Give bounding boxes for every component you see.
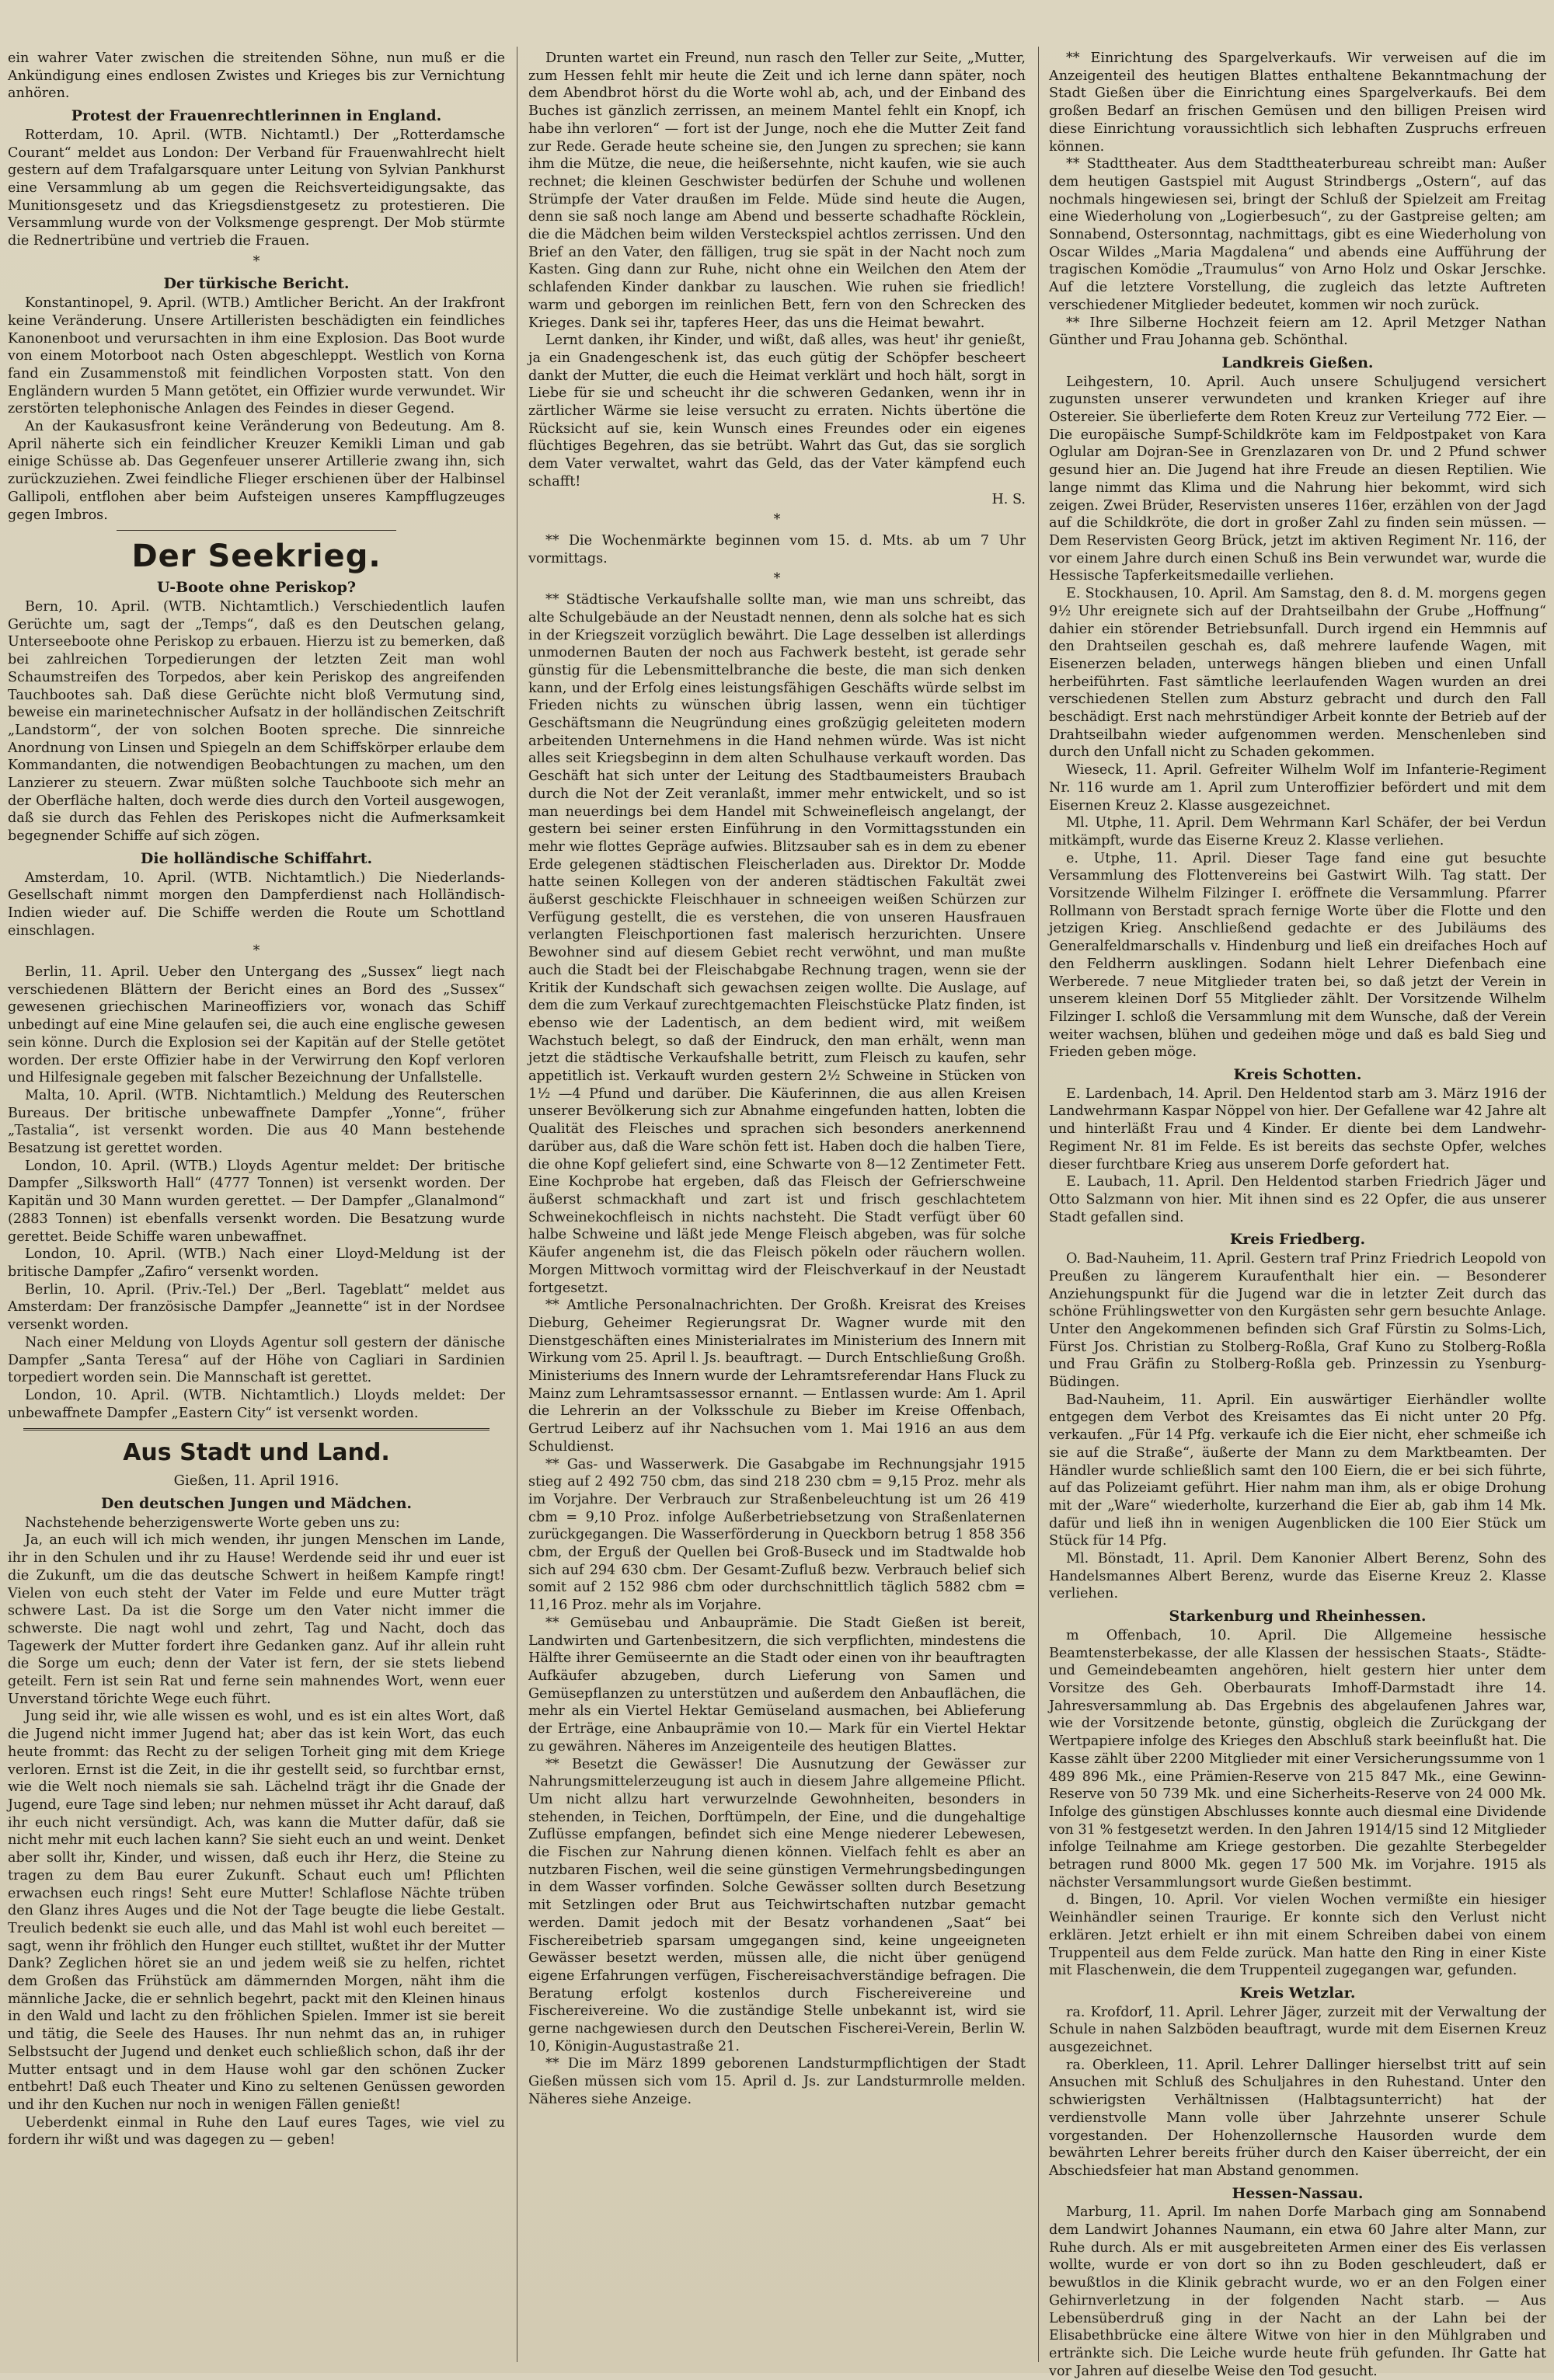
article-paragraph: ** Besetzt die Gewässer! Die Ausnutzung der Gewässer zur Nahrungsmittelerzeugung ist auch in diesem Jahre allgemeine Pflicht. Um nicht allzu hart verwurzelnde Gewohnheiten, besonders in stehenden, in Teichen, Dorftümpeln, der Eine, und die dungehaltige Zuflüsse empfangen, befindet sich eine Menge niederer Lebewesen, die Fischen zur Nahrung dienen können. Vielfach fehlt es aber an nutzbaren Fischen, weil die seine günstigen Vermehrungsbedingungen in dem Wasser vorfinden. Solche Gewässer sollten durch Besetzung mit Setzlingen oder Brut aus Teichwirtschaften nutzbar gemacht werden. Damit jedoch mit der Besatz vorhandenen „Saat“ bei Fischereibetrieb sparsam umgegangen sind, keine ungeeigneten Gewässer besetzt werden, müssen alle, die nicht über genügend eigene Erfahrungen verfügen, Fischereisachverständige befragen. Die Beratung erfolgt kostenlos durch Fischereivereine und Fischereivereine. Wo die zuständige Stelle unbekannt ist, wird sie gerne nachgewiesen durch den Deutschen Fischerei-Verein, Berlin W. 10, Königin-Augustastraße 21. (528, 1756, 1026, 2054)
column-3 (1049, 50, 1546, 2379)
article-paragraph: Nach einer Meldung von Lloyds Agentur soll gestern der dänische Dampfer „Santa Teresa“ auf der Höhe von Cagliari in Sardinien torpediert worden sein. Die Mannschaft ist gerettet. (8, 1334, 505, 1386)
article-paragraph: d. Bingen, 10. April. Vor vielen Wochen vermißte ein hiesiger Weinhändler seinen Traurige. Er konnte sich den Verlust nicht erklären. Jetzt erhielt er ihn mit einem Schreiben dabei von einem Truppenteil aus dem Felde zurück. Man hatte den Ring in einer Kiste mit Flaschenwein, die dem Truppenteil zugegangen war, gefunden. (1049, 1892, 1546, 1979)
article-paragraph: Nachstehende beherzigenswerte Worte geben uns zu: (25, 1514, 400, 1531)
column-2 (528, 50, 1026, 2361)
divider-line (117, 530, 396, 531)
column-1 (8, 50, 505, 2361)
section-heading: Landkreis Gießen. (1221, 354, 1374, 371)
author-signature: H. S. (991, 491, 1026, 507)
article-paragraph: Drunten wartet ein Freund, nun rasch den Teller zur Seite, „Mutter, zum Hessen fehlt mir heute die Zeit und ich lerne dann später, noch dem Abendbrot hörst du die Worte wohl ab, ach, und der Einband des Buches ist gänzlich zerrissen, an meinem Mantel fehlt ein Knopf, ich habe ihn verloren“ — fort ist der Junge, noch ehe die Mutter Zeit fand zur Rede. Gerade heute scheine sie, den Jungen zu sprechen; sie kann ihm die Mütze, die neue, die heißersehnte, nicht kaufen, wie sie auch rechnet; die kleinen Geschwister bedürfen der Schuhe und wollenen Strümpfe der Vater draußen im Felde. Müde sind heute die Augen, denn sie saß noch lange am Abend und besserte schadhafte Röcklein, die die Mädchen beim wilden Versteckspiel achtlos zerrissen. Und den Brief an den Vater, den fälligen, trug sie spät in der Nacht noch zum Kasten. Ging dann zur Ruhe, nicht ohne ein Weilchen den Atem der schlafenden Kinder dankbar zu lauschen. Wie ruhen sie friedlich! warm und geborgen im reinlichen Bett, fern von den Schrecken des Krieges. Dank sei ihr, tapferes Heer, das uns die Heimat bewahrt. (528, 51, 1026, 331)
article-paragraph: E. Laubach, 11. April. Den Heldentod starben Friedrich Jäger und Otto Salzmann von hier. Mit ihnen sind es 22 Opfer, die aus unserer Stadt gefallen sind. (1049, 1174, 1546, 1225)
section-heading: Kreis Friedberg. (1229, 1231, 1366, 1249)
article-paragraph: Ueberdenkt einmal in Ruhe den Lauf eures Tages, wie viel zu fordern ihr wißt und was dagegen zu — geben! (8, 2114, 505, 2148)
article-paragraph: Berlin, 10. April. (Priv.-Tel.) Der „Berl. Tageblatt“ meldet aus Amsterdam: Der französische Dampfer „Jeannette“ ist in der Nordsee versenkt worden. (8, 1281, 505, 1333)
column-divider (1038, 47, 1039, 2362)
article-paragraph: Konstantinopel, 9. April. (WTB.) Amtlicher Bericht. An der Irakfront keine Veränderung. Unsere Artilleristen beschädigten ein feindliches Kanonenboot und verursachten in ihm eine Explosion. Das Boot wurde von einem Motorboot nach Osten abgeschleppt. Westlich von Korna fand ein Zusammenstoß mit feindlichen Vorposten statt. Von den Engländern wurden 5 Mann getötet, ein Offizier wurde verwundet. Wir zerstörten telephonische Anlagen des Feindes in dieser Gegend. (8, 295, 505, 417)
article-paragraph: O. Bad-Nauheim, 11. April. Gestern traf Prinz Friedrich Leopold von Preußen zu längerem Kuraufenthalt hier ein. — Besonderer Anziehungspunkt für die Jugend war die in letzter Zeit durch das schöne Frühlingswetter von den Kurgästen sehr gern besuchte Anlage. Unter den Angekommenen befinden sich Graf Fürstin zu Solms-Lich, Fürst Jos. Christian zu Stolberg-Roßla, Graf Kuno zu Stolberg-Roßla und Frau Gräfin zu Stolberg-Roßla geb. Prinzessin zu Ysenburg-Büdingen. (1049, 1251, 1546, 1391)
article-paragraph: E. Stockhausen, 10. April. Am Samstag, den 8. d. M. morgens gegen 9½ Uhr ereignete sich auf der Drahtseilbahn der Grube „Hoffnung“ dahier ein störender Betriebsunfall. Durch irgend ein Hemmnis auf den Drahtseilen geschah es, daß mehrere laufende Wagen, mit Eisenerzen beladen, unterwegs hängen blieben und einen Unfall herbeiführten. Fast sämtliche leerlaufenden Wagen wurden an drei verschiedenen Stellen zum Absturz gebracht und durch den Fall beschädigt. Erst nach mehrstündiger Arbeit konnte der Betrieb auf der Drahtseilbahn wieder aufgenommen werden. Menschenleben sind durch den Unfall nicht zu Schaden gekommen. (1049, 586, 1546, 761)
article-paragraph: Berlin, 11. April. Ueber den Untergang des „Sussex“ liegt nach verschiedenen Blättern der Bericht eines an Bord des „Sussex“ gewesenen griechischen Marineoffiziers vor, wonach das Schiff unbedingt auf eine Mine gelaufen sei, die auch eine englische gewesen sein könne. Durch die Explosion sei der Kapitän auf der Stelle getötet worden. Der erste Offizier habe in der Verwirrung den Kopf verloren und Hilfesignale gegeben mit falscher Bezeichnung der Unfallstelle. (8, 964, 505, 1086)
article-paragraph: ra. Oberkleen, 11. April. Lehrer Dallinger hierselbst tritt auf sein Ansuchen mit Schluß des Schuljahres in den Ruhestand. Unter den schwierigsten Verhältnissen (Halbtagsunterricht) hat der verdienstvolle Mann volle über Jahrzehnte unserer Schule vorgestanden. Der Hohenzollernsche Hausorden wurde dem bewährten Lehrer bereits früher durch den Kaiser überreicht, der ein Abschiedsfeier hat man Abstand genommen. (1049, 2057, 1546, 2179)
article-paragraph: Lernt danken, ihr Kinder, und wißt, daß alles, was heut' ihr genießt, ja ein Gnadengeschenk ist, das euch gütig der Schöpfer bescheert dankt der Mutter, die euch die Heimat verklärt und hoch hält, sorgt in Liebe für sie und scheucht ihr die schweren Gedanken, wenn ihr in zärtlicher Wärme sie leise versucht zu erraten. Nichts übertöne die Rücksicht auf sie, kein Wunsch eines Freundes oder ein eigenes flüchtiges Begehren, das sie betrübt. Wahrt das Gut, das sie sorglich dem Vater verwaltet, wahrt das Geld, das der Vater kämpfend euch schafft! (528, 333, 1026, 490)
article-paragraph: Marburg, 11. April. Im nahen Dorfe Marbach ging am Sonnabend dem Landwirt Johannes Naumann, ein etwa 60 Jahre alter Mann, zur Ruhe durch. Als er mit ausgebreiteten Armen einer des Eis verlassen wollte, wurde er von dort so ihn zu Boden geschleudert, daß er bewußtlos in die Klinik gebracht wurde, wo er an den Folgen einer Gehirnverletzung in der folgenden Nacht starb. — Aus Lebensüberdruß ging in der Nacht an der Lahn bei der Elisabethbrücke eine ältere Witwe von hier in den Mühlgraben und ertränkte sich. Die Leiche wurde heute früh gefunden. Ihr Gatte hat vor Jahren auf dieselbe Weise den Tod gesucht. (1049, 2204, 1546, 2379)
section-heading: Hessen-Nassau. (1232, 2184, 1364, 2202)
article-paragraph: ** Gemüsebau und Anbauprämie. Die Stadt Gießen ist bereit, Landwirten und Gartenbesitzern, die sich verpflichten, mindestens die Hälfte ihrer Gemüseernte an die Stadt oder einen von ihr beauftragten Aufkäufer abzugeben, durch Lieferung von Samen und Gemüsepflanzen zu unterstützen und außerdem den Anbauflächen, die mehr als ein Viertel Hektar Gemüseland ausmachen, bei Ablieferung der Erträge, eine Anbauprämie von 10.— Mark für ein Viertel Hektar zu gewähren. Näheres im Anzeigenteile des heutigen Blattes. (528, 1615, 1026, 1755)
article-paragraph: Malta, 10. April. (WTB. Nichtamtlich.) Meldung des Reuterschen Bureaus. Der britische unbewaffnete Dampfer „Yonne“, früher „Tastalia“, ist versenkt worden. Die aus 40 Mann bestehende Besatzung ist gerettet worden. (8, 1087, 505, 1157)
article-paragraph: E. Lardenbach, 14. April. Den Heldentod starb am 3. März 1916 der Landwehrmann Kaspar Nöppel von hier. Der Gefallene war 42 Jahre alt und hinterläßt Frau und 4 Kinder. Er diente bei dem Landwehr-Regiment Nr. 81 im Felde. Es ist bereits das sechste Opfer, welches dieser furchtbare Krieg aus unserem Dorfe gefordert hat. (1049, 1085, 1546, 1173)
article-paragraph: ** Städtische Verkaufshalle sollte man, wie man uns schreibt, das alte Schulgebäude an der Neustadt nennen, denn als solche hat es sich in der Kriegszeit vorzüglich bewährt. Die Lage desselben ist allerdings unmodernen Bauten der noch aus Fachwerk besteht, ist gerade sehr günstig für die Lebensmittelbranche die beste, die man sich denken kann, und der Erfolg eines leistungsfähigen Geschäfts würde selbst im Frieden nichts zu wünschen übrig lassen, wenn ein tüchtiger Geschäftsmann die Neugründung eines großzügig geleiteten modern arbeitenden Unternehmens in die Hand nehmen würde. Was ist nicht alles seit Kriegsbeginn in dem alten Schulhause verkauft worden. Das Geschäft hat sich unter der Leitung des Stadtbaumeisters Braubach durch die Not der Zeit veranlaßt, immer mehr entwickelt, und so ist man neuerdings bei dem Handel mit Schweinefleisch angelangt, der gestern bei seiner ersten Einführung in den Vormittagsstunden ein mehr wie flottes Gepräge aufwies. Blitzsauber sah es in dem zu ebener Erde gelegenen städtischen Fleischerladen aus. Direktor Dr. Modde hatte seinen Kollegen von der anderen städtischen Fakultät zwei äußerst geschickte Fleischhauer in schneeigen weißen Schürzen zur Verfügung gestellt, die es verstehen, die von unseren Hausfrauen verlangten Fleischportionen fast malerisch herzurichten. Unsere Bewohner sind auf diesem Gebiet recht verwöhnt, und man mußte auch die Stadt bei der Fleischabgabe Rechnung tragen, wenn sie der Kritik der Kundschaft sich gewachsen zeigen wollte. Die Auslage, auf dem die zum Verkauf zurechtgemachten Fleischstücke Platz finden, ist ebenso wie der Ladentisch, an dem bedient wird, mit weißem Wachstuch belegt, so daß der Eindruck, den man erhält, wenn man jetzt die städtische Verkaufshalle betritt, zum Fleisch zu kaufen, sehr appetitlich ist. Verkauft wurden gestern 2½ Schweine in Stücken von 1½ —4 Pfund und darüber. Die Käuferinnen, die aus allen Kreisen unserer Bevölkerung sich zur Abnahme eingefunden hatten, lobten die Qualität des Fleisches und sprachen sich besonders anerkennend darüber aus, daß die Ware schön fett ist. Haben doch die halben Tiere, die ohne Kopf geliefert sind, eine Schwarte von 8—12 Zentimeter Fett. Eine Kochprobe hat ergeben, daß das Fleisch der Gefrierschweine äußerst schmackhaft und zart ist und frisch geschlachtetem Schweinekochfleisch in nichts nachsteht. Die Stadt verfügt über 60 halbe Schweine und läßt jede Menge Fleisch abgeben, was für solche Käufer angenehm ist, die das Fleisch pökeln oder räuchern wollen. Morgen Mittwoch vormittag wird der Fleischverkauf in der Neustadt fortgesetzt. (528, 592, 1026, 1296)
article-paragraph: ein wahrer Vater zwischen die streitenden Söhne, nun muß er die Ankündigung eines endlosen Zwistes und Krieges bis zur Vernichtung anhören. (8, 51, 505, 102)
article-paragraph: Jung seid ihr, wie alle wissen es wohl, und es ist ein altes Wort, daß die Jugend nicht immer Jugend hat; aber das ist kein Wort, das euch heute frommt: das Recht zu der seligen Torheit ging mit dem Kriege verloren. Ernst ist die Zeit, in die ihr gestellt seid, so furchtbar ernst, wie die Welt noch niemals sie sah. Lächelnd trägt ihr die Gnade der Jugend, eure Tage sind leben; nur nehmen müsset ihr Acht darauf, daß ihr euch nicht versündigt. Ach, was kann die Mutter dafür, daß sie nicht mehr mit euch lachen kann? Sie sieht euch an und weint. Denket aber sollt ihr, Kinder, und wissen, daß euch ihr Herz, die Steine zu tragen zu dem Bau eurer Zukunft. Schaut euch um! Pflichten erwachsen euch rings! Seht eure Mutter! Schlaflose Nächte trüben den Glanz ihres Auges und die Not der Tage beugte die liebe Gestalt. Treulich bedenkt sie euch alle, und das Mahl ist wohl euch bereitet — sagt, wenn ihr fröhlich den Hunger euch stilltet, wußtet ihr der Mutter Dank? Zeglichen höret sie an und jedem weiß sie zu helfen, richtet dem Großen das Frühstück am dämmernden Morgen, näht ihm die männliche Jacke, die er sehnlich begehrt, packt mit den Kleinen hinaus in den Wald und lacht zu den fröhlichen Spielen. Immer ist sie bereit und tätig, die Seele des Hauses. Ihr nun nehmt das an, in ruhiger Selbstsucht der Jugend und denket euch schließlich schon, daß ihr der Mutter entsagt und in dem Hause wohl gar den schönen Zucker entbehrt! Daß euch Theater und Kino zu seltenen Genüssen geworden und ihr den Kuchen nur noch in wenigen Fällen genießt! (8, 1709, 505, 2113)
divider-line (23, 1428, 490, 1430)
article-paragraph: ** Gas- und Wasserwerk. Die Gasabgabe im Rechnungsjahr 1915 stieg auf 2 492 750 cbm, das sind 218 230 cbm = 9,15 Proz. mehr als im Vorjahre. Der Verbrauch zur Straßenbeleuchtung ist um 26 419 cbm = 9,10 Proz. infolge Außerbetriebsetzung von Straßenlaternen zurückgegangen. Die Wasserförderung in Queckborn betrug 1 858 356 cbm, der Erguß der Quellen bei Groß-Buseck und im Stadtwalde hob sich auf 294 630 cbm. Der Gesamt-Zufluß bezw. Verbrauch belief sich somit auf 2 152 986 cbm oder durchschnittlich täglich 5882 cbm = 11,16 Proz. mehr als im Vorjahre. (528, 1456, 1026, 1614)
separator-star: * (253, 943, 260, 960)
section-heading: Kreis Wetzlar. (1239, 1984, 1356, 2002)
article-paragraph: e. Utphe, 11. April. Dieser Tage fand eine gut besuchte Versammlung des Flottenvereins bei Gastwirt Wilh. Tag statt. Der Vorsitzende Wilhelm Filzinger I. eröffnete die Versammlung. Pfarrer Rollmann von Berstadt sprach fernige Worte über die Flotte und den jetzigen Krieg. Anschließend gedachte er des Jubiläums des Generalfeldmarschalls v. Hindenburg und ließ ein dreifaches Hoch auf den Feldherrn ausklingen. Sodann hielt Lehrer Diefenbach eine Werberede. 7 neue Mitglieder traten bei, so daß jetzt der Verein in unserem kleinen Dorf 55 Mitglieder zählt. Der Vorsitzende Wilhelm Filzinger I. schloß die Versammlung mit dem Wunsche, daß der Verein weiter wachsen, blühen und gedeihen möge und daß es bald Sieg und Frieden geben möge. (1049, 850, 1546, 1061)
article-paragraph: London, 10. April. (WTB. Nichtamtlich.) Lloyds meldet: Der unbewaffnete Dampfer „Eastern City“ ist versenkt worden. (8, 1387, 505, 1421)
section-title: Aus Stadt und Land. (123, 1439, 390, 1467)
section-heading: Der türkische Bericht. (163, 275, 350, 293)
dateline: Gießen, 11. April 1916. (173, 1472, 340, 1490)
separator-star: * (253, 253, 260, 270)
article-paragraph: Bad-Nauheim, 11. April. Ein auswärtiger Eierhändler wollte entgegen dem Verbot des Kreisamtes das Ei nicht unter 20 Pfg. verkaufen. „Für 14 Pfg. verkaufe ich die Eier nicht, eher schmeiße ich sie auf die Straße“, äußerte der Mann zu dem Marktbeamten. Der Händler wurde schließlich samt den 100 Eiern, die er bei sich führte, auf das Polizeiamt geführt. Hier nahm man ihm, als er obige Drohung mit der „Ware“ wiederholte, kurzerhand die Eier ab, gab ihm 14 Mk. dafür und ließ ihn in wenigen Augenblicken die 100 Eier Stück um Stück für 14 Pfg. (1049, 1392, 1546, 1549)
article-paragraph: An der Kaukasusfront keine Veränderung von Bedeutung. Am 8. April näherte sich ein feindlicher Kreuzer Kemikli Liman und gab einige Schüsse ab. Das Gegenfeuer unserer Artillerie zwang ihn, sich zurückzuziehen. Zwei feindliche Flieger erschienen über der Halbinsel Gallipoli, entflohen aber beim Aufsteigen unseres Kampfflugzeuges gegen Imbros. (8, 419, 505, 523)
section-heading: Protest der Frauenrechtlerinnen in England. (71, 107, 442, 125)
article-paragraph: ** Die Wochenmärkte beginnen vom 15. d. Mts. ab um 7 Uhr vormittags. (528, 532, 1026, 566)
article-paragraph: Amsterdam, 10. April. (WTB. Nichtamtlich.) Die Niederlands-Gesellschaft nimmt morgen den Dampferdienst nach Holländisch-Indien wieder auf. Die Schiffe werden die Route um Schottland einschlagen. (8, 869, 505, 939)
article-paragraph: ** Einrichtung des Spargelverkaufs. Wir verweisen auf die im Anzeigenteil des heutigen Blattes enthaltene Bekanntmachung der Stadt Gießen über die Einrichtung eines Spargelverkaufs. Bei dem großen Bedarf an frischen Gemüsen und den billigen Preisen wird diese Einrichtung voraussichtlich sich lebhaften Zuspruchs erfreuen können. (1049, 51, 1546, 155)
section-heading: Die holländische Schiffahrt. (140, 849, 373, 867)
article-paragraph: London, 10. April. (WTB.) Nach einer Lloyd-Meldung ist der britische Dampfer „Zafiro“ versenkt worden. (8, 1246, 505, 1280)
section-heading: Starkenburg und Rheinhessen. (1169, 1608, 1427, 1626)
article-paragraph: Wieseck, 11. April. Gefreiter Wilhelm Wolf im Infanterie-Regiment Nr. 116 wurde am 1. April zum Unteroffizier befördert und mit dem Eisernen Kreuz 2. Klasse ausgezeichnet. (1049, 762, 1546, 814)
article-paragraph: Ja, an euch will ich mich wenden, ihr jungen Menschen im Lande, ihr in den Schulen und ihr zu Hause! Werdende seid ihr und euer ist die Zukunft, um die das deutsche Schwert in heißem Kampfe ringt! Vielen von euch steht der Vater im Felde und eure Mutter trägt schwere Last. Da ist die Sorge um den Vater nicht immer die schwerste. Die nagt wohl und zehrt, Tag und Nacht, doch das Tagewerk der Mutter fordert ihre Gedanken ganz. Auf ihr allein ruht die Sorge um euch; denn der Vater ist fern, der sie stets liebend geteilt. Fern ist sein Rat und ferne sein mahnendes Wort, wenn euer Unverstand törichte Wege euch führt. (8, 1532, 505, 1707)
article-paragraph: Rotterdam, 10. April. (WTB. Nichtamtl.) Der „Rotterdamsche Courant“ meldet aus London: Der Verband für Frauenwahlrecht hielt gestern auf dem Trafalgarsquare unter Leitung von Sylvian Pankhurst eine Versammlung ab um gegen die Reichsverteidigungsakte, das Munitionsgesetz und das Kriegsdienstgesetz zu protestieren. Die Versammlung wurde von der Volksmenge gesprengt. Der Mob stürmte die Rednertribüne und vertrieb die Frauen. (8, 127, 505, 249)
article-paragraph: Leihgestern, 10. April. Auch unsere Schuljugend versichert zugunsten unserer verwundeten und kranken Krieger auf ihre Ostereier. Sie überlieferte dem Roten Kreuz zur Verteilung 772 Eier. — Die europäische Sumpf-Schildkröte kam im Feldpostpaket von Kara Oglular am Dojran-See in Grenzlazaren von Dr. und 2 Pfund schwer gesund hier an. Die Jugend hat ihre Freude an diesen Reptilien. Wie lange nimmt das Klima und die Nahrung hier bekommt, wird sich zeigen. Zwei Brüder, Reservisten unseres 116er, erzählen von der Jagd auf die Schildkröte, die dort in großer Zahl zu finden sein müssen. — Dem Reservisten Georg Brück, jetzt im aktiven Regiment Nr. 116, der vor einem Jahre durch einen Schuß ins Bein verwundet war, wurde die Hessische Tapferkeitsmedaille verliehen. (1049, 374, 1546, 584)
article-paragraph: Bern, 10. April. (WTB. Nichtamtlich.) Verschiedentlich laufen Gerüchte um, sagt der „Temps“, daß es den Deutschen gelang, Unterseeboote ohne Periskop zu erbauen. Hierzu ist zu bemerken, daß bei zahlreichen Torpedierungen der letzten Zeit man wohl Schaumstreifen des Torpedos, aber kein Periskop des angreifenden Tauchbootes sah. Daß diese Gerüchte nicht bloß Vermutung sind, beweise ein marinetechnischer Aufsatz in der holländischen Zeitschrift „Landstorm“, der von solchen Booten spreche. Die sinnreiche Anordnung von Linsen und Spiegeln an dem Schiffskörper erlaube dem Kommandanten, die notwendigen Beobachtungen zu machen, um den Lanzierer zu steuern. Zwar müßten solche Tauchboote sich mehr an der Oberfläche halten, doch werde dies durch den Vorteil ausgewogen, daß sie durch das Fehlen des Periskopes nicht die Aufmerksamkeit begegnender Schiffe auf sich zögen. (8, 598, 505, 845)
article-paragraph: London, 10. April. (WTB.) Lloyds Agentur meldet: Der britische Dampfer „Silksworth Hall“ (4777 Tonnen) ist versenkt worden. Der Kapitän und 30 Mann wurden gerettet. — Der Dampfer „Glanalmond“ (2883 Tonnen) ist ebenfalls versenkt worden. Die Besatzung wurde gerettet. Beide Schiffe waren unbewaffnet. (8, 1158, 505, 1245)
article-paragraph: Ml. Utphe, 11. April. Dem Wehrmann Karl Schäfer, der bei Verdun mitkämpft, wurde das Eiserne Kreuz 2. Klasse verliehen. (1049, 815, 1546, 849)
section-heading: U-Boote ohne Periskop? (156, 579, 357, 597)
article-paragraph: ** Amtliche Personalnachrichten. Der Großh. Kreisrat des Kreises Dieburg, Geheimer Regierungsrat Dr. Wagner wurde mit den Dienstgeschäften eines Ministerialrates im Ministerium des Innern mit Wirkung vom 25. April l. Js. beauftragt. — Durch Entschließung Großh. Ministeriums des Innern wurde der Lehramtsreferendar Hans Fluck zu Mainz zum Lehramtsassessor ernannt. — Entlassen wurde: Am 1. April die Lehrerin an der Volksschule zu Bieber im Kreise Offenbach, Gertrud Leiberz auf ihr Nachsuchen vom 1. Mai 1916 an aus dem Schuldienst. (528, 1298, 1026, 1455)
article-paragraph: ** Ihre Silberne Hochzeit feiern am 12. April Metzger Nathan Günther und Frau Johanna geb. Schönthal. (1049, 315, 1546, 349)
article-paragraph: ** Die im März 1899 geborenen Landsturmpflichtigen der Stadt Gießen müssen sich vom 15. April d. Js. zur Landsturmrolle melden. Näheres siehe Anzeige. (528, 2056, 1026, 2107)
article-paragraph: ** Stadttheater. Aus dem Stadttheaterbureau schreibt man: Außer dem heutigen Gastspiel mit August Strindbergs „Ostern“, auf das nochmals hingewiesen sei, bringt der Schluß der Spielzeit am Freitag eine Wiederholung von „Logierbesuch“, zu der Gastpreise gelten; am Sonnabend, Ostersonntag, nachmittags, gibt es eine Wiederholung von Oscar Wildes „Maria Magdalena“ und abends eine Aufführung der tragischen Komödie „Traumulus“ von Arno Holz und Oskar Jerschke. Auf die letztere Vorstellung, die zugleich das letzte Auftreten verschiedener Mitglieder bedeutet, kommen wir noch zurück. (1049, 156, 1546, 313)
article-paragraph: ra. Krofdorf, 11. April. Lehrer Jäger, zurzeit mit der Verwaltung der Schule in nahen Salzböden beauftragt, wurde mit dem Eisernen Kreuz ausgezeichnet. (1049, 2004, 1546, 2056)
separator-star: * (773, 571, 781, 587)
section-heading: Den deutschen Jungen und Mädchen. (100, 1495, 413, 1513)
section-heading: Kreis Schotten. (1233, 1066, 1362, 1084)
section-title: Der Seekrieg. (131, 538, 382, 575)
separator-star: * (773, 512, 781, 528)
article-paragraph: Ml. Bönstadt, 11. April. Dem Kanonier Albert Berenz, Sohn des Handelsmannes Albert Berenz, wurde das Eiserne Kreuz 2. Klasse verliehen. (1049, 1551, 1546, 1602)
article-paragraph: m Offenbach, 10. April. Die Allgemeine hessische Beamtensterbekasse, der alle Klassen der hessischen Staats-, Städte- und Gemeindebeamten angehören, hielt gestern hier unter dem Vorsitze des Geh. Oberbaurats Imhoff-Darmstadt ihre 14. Jahresversammlung ab. Das Ergebnis des abgelaufenen Jahres war, wie der Vorsitzende betonte, günstig, obgleich die Zurückgang der Wertpapiere infolge des Krieges den Abschluß stark beeinflußt hat. Die Kasse zählt über 2200 Mitglieder mit einer Versicherungssumme von 1 489 896 Mk., eine Prämien-Reserve von 215 847 Mk., eine Gewinn-Reserve von 50 739 Mk. und eine Sicherheits-Reserve von 24 000 Mk. Infolge des günstigen Abschlusses konnte auch diesmal eine Dividende von 31 % festgesetzt werden. In den Jahren 1914/15 sind 12 Mitglieder infolge Teilnahme am Kriege gestorben. Die gezahlte Sterbegelder betragen rund 8000 Mk. gegen 17 500 Mk. im Vorjahre. 1915 als nächster Versammlungsort wurde Gießen bestimmt. (1049, 1627, 1546, 1890)
